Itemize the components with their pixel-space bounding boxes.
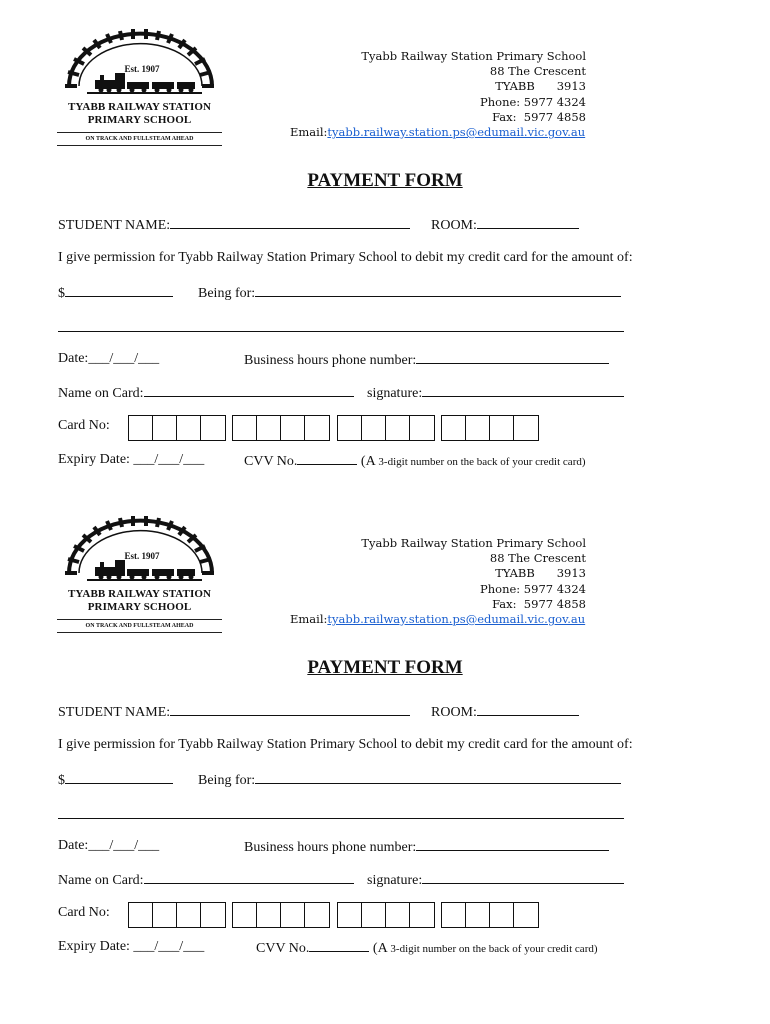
school-name: TYABB RAILWAY STATION PRIMARY SCHOOL — [67, 101, 212, 126]
name-on-card-line[interactable] — [144, 384, 354, 397]
card-digit-box[interactable] — [338, 903, 362, 927]
name-on-card-line[interactable] — [144, 871, 354, 884]
card-number-group-2[interactable] — [232, 415, 330, 441]
card-number-group-4[interactable] — [441, 902, 539, 928]
cvv-field[interactable]: CVV No. (A 3-digit number on the back of your credit card) — [244, 454, 586, 469]
card-number-group-3[interactable] — [337, 902, 435, 928]
date-field[interactable]: Date:___/___/___ — [58, 838, 160, 853]
card-number-group-2[interactable] — [232, 902, 330, 928]
card-number-group-4[interactable] — [441, 415, 539, 441]
amount-line[interactable] — [65, 771, 173, 784]
school-logo — [57, 515, 222, 635]
card-digit-box[interactable] — [201, 416, 225, 440]
card-digit-box[interactable] — [281, 416, 305, 440]
card-digit-box[interactable] — [153, 903, 177, 927]
card-digit-box[interactable] — [153, 416, 177, 440]
student-name-field[interactable]: STUDENT NAME: — [58, 703, 410, 721]
school-motto: ON TRACK AND FULLSTEAM AHEAD — [57, 619, 222, 633]
established-label: Est. 1907 — [124, 551, 160, 561]
school-email: Email:tyabb.railway.station.ps@edumail.vic.gov.au — [290, 125, 586, 139]
card-digit-box[interactable] — [466, 416, 490, 440]
card-digit-box[interactable] — [129, 903, 153, 927]
card-no-label: Card No: — [58, 418, 110, 433]
train-icon — [87, 560, 202, 581]
established-label: Est. 1907 — [124, 64, 160, 74]
signature-field[interactable]: signature: — [367, 871, 624, 889]
expiry-date-field[interactable]: Expiry Date: ___/___/___ — [58, 452, 205, 467]
form-title: PAYMENT FORM — [307, 170, 463, 191]
cvv-line[interactable] — [297, 452, 357, 465]
cvv-line[interactable] — [309, 939, 369, 952]
card-digit-box[interactable] — [386, 416, 410, 440]
card-digit-box[interactable] — [281, 903, 305, 927]
card-digit-box[interactable] — [233, 903, 257, 927]
card-digit-box[interactable] — [442, 416, 466, 440]
school-address: Tyabb Railway Station Primary School 88 The Crescent TYABB 3913 Phone: 5977 4324 Fax: 5977 4858 — [361, 49, 586, 124]
name-on-card-field[interactable]: Name on Card: — [58, 871, 354, 889]
being-for-continuation-line[interactable] — [58, 818, 624, 819]
card-digit-box[interactable] — [442, 903, 466, 927]
business-phone-field[interactable]: Business hours phone number: — [244, 838, 609, 856]
permission-text: I give permission for Tyabb Railway Station Primary School to debit my credit card for the amount of: — [58, 737, 633, 752]
card-digit-box[interactable] — [362, 903, 386, 927]
student-name-line[interactable] — [170, 216, 410, 229]
card-digit-box[interactable] — [466, 903, 490, 927]
card-digit-box[interactable] — [410, 903, 434, 927]
cvv-note: 3-digit number on the back of your credit card) — [378, 456, 586, 468]
railway-arch-icon — [57, 28, 222, 148]
name-on-card-field[interactable]: Name on Card: — [58, 384, 354, 402]
card-digit-box[interactable] — [305, 903, 329, 927]
email-link[interactable]: tyabb.railway.station.ps@edumail.vic.gov.au — [327, 125, 586, 139]
card-digit-box[interactable] — [129, 416, 153, 440]
date-field[interactable]: Date:___/___/___ — [58, 351, 160, 366]
amount-field[interactable]: $ — [58, 284, 173, 302]
payment-form-2 — [0, 487, 770, 974]
cvv-note: 3-digit number on the back of your credit card) — [390, 943, 598, 955]
amount-field[interactable]: $ — [58, 771, 173, 789]
card-digit-box[interactable] — [514, 416, 538, 440]
room-field[interactable]: ROOM: — [431, 216, 579, 234]
school-logo — [57, 28, 222, 148]
railway-arch-icon — [57, 515, 222, 635]
room-line[interactable] — [477, 703, 579, 716]
room-field[interactable]: ROOM: — [431, 703, 579, 721]
room-line[interactable] — [477, 216, 579, 229]
being-for-field[interactable]: Being for: — [198, 771, 621, 789]
card-digit-box[interactable] — [410, 416, 434, 440]
school-address: Tyabb Railway Station Primary School 88 The Crescent TYABB 3913 Phone: 5977 4324 Fax: 5977 4858 — [361, 536, 586, 611]
card-digit-box[interactable] — [305, 416, 329, 440]
card-digit-box[interactable] — [177, 416, 201, 440]
being-for-line[interactable] — [255, 771, 621, 784]
school-motto: ON TRACK AND FULLSTEAM AHEAD — [57, 132, 222, 146]
business-phone-line[interactable] — [416, 351, 609, 364]
student-name-line[interactable] — [170, 703, 410, 716]
being-for-line[interactable] — [255, 284, 621, 297]
permission-text: I give permission for Tyabb Railway Station Primary School to debit my credit card for the amount of: — [58, 250, 633, 265]
card-digit-box[interactable] — [490, 416, 514, 440]
payment-form-1 — [0, 0, 770, 487]
card-digit-box[interactable] — [338, 416, 362, 440]
being-for-continuation-line[interactable] — [58, 331, 624, 332]
railway-sleepers — [65, 516, 214, 573]
school-name: TYABB RAILWAY STATION PRIMARY SCHOOL — [67, 588, 212, 613]
card-digit-box[interactable] — [514, 903, 538, 927]
card-digit-box[interactable] — [201, 903, 225, 927]
card-digit-box[interactable] — [257, 416, 281, 440]
card-no-label: Card No: — [58, 905, 110, 920]
signature-field[interactable]: signature: — [367, 384, 624, 402]
card-digit-box[interactable] — [177, 903, 201, 927]
railway-sleepers — [65, 29, 214, 86]
amount-line[interactable] — [65, 284, 173, 297]
card-digit-box[interactable] — [490, 903, 514, 927]
business-phone-line[interactable] — [416, 838, 609, 851]
signature-line[interactable] — [422, 871, 624, 884]
school-email: Email:tyabb.railway.station.ps@edumail.vic.gov.au — [290, 612, 586, 626]
being-for-field[interactable]: Being for: — [198, 284, 621, 302]
train-icon — [87, 73, 202, 94]
card-number-group-3[interactable] — [337, 415, 435, 441]
expiry-date-field[interactable]: Expiry Date: ___/___/___ — [58, 939, 205, 954]
cvv-field[interactable]: CVV No. (A 3-digit number on the back of your credit card) — [256, 941, 598, 956]
business-phone-field[interactable]: Business hours phone number: — [244, 351, 609, 369]
signature-line[interactable] — [422, 384, 624, 397]
student-name-field[interactable]: STUDENT NAME: — [58, 216, 410, 234]
card-digit-box[interactable] — [386, 903, 410, 927]
card-digit-box[interactable] — [257, 903, 281, 927]
card-digit-box[interactable] — [362, 416, 386, 440]
email-link[interactable]: tyabb.railway.station.ps@edumail.vic.gov.au — [327, 612, 586, 626]
card-number-group-1[interactable] — [128, 415, 226, 441]
card-number-group-1[interactable] — [128, 902, 226, 928]
form-title: PAYMENT FORM — [307, 657, 463, 678]
card-digit-box[interactable] — [233, 416, 257, 440]
